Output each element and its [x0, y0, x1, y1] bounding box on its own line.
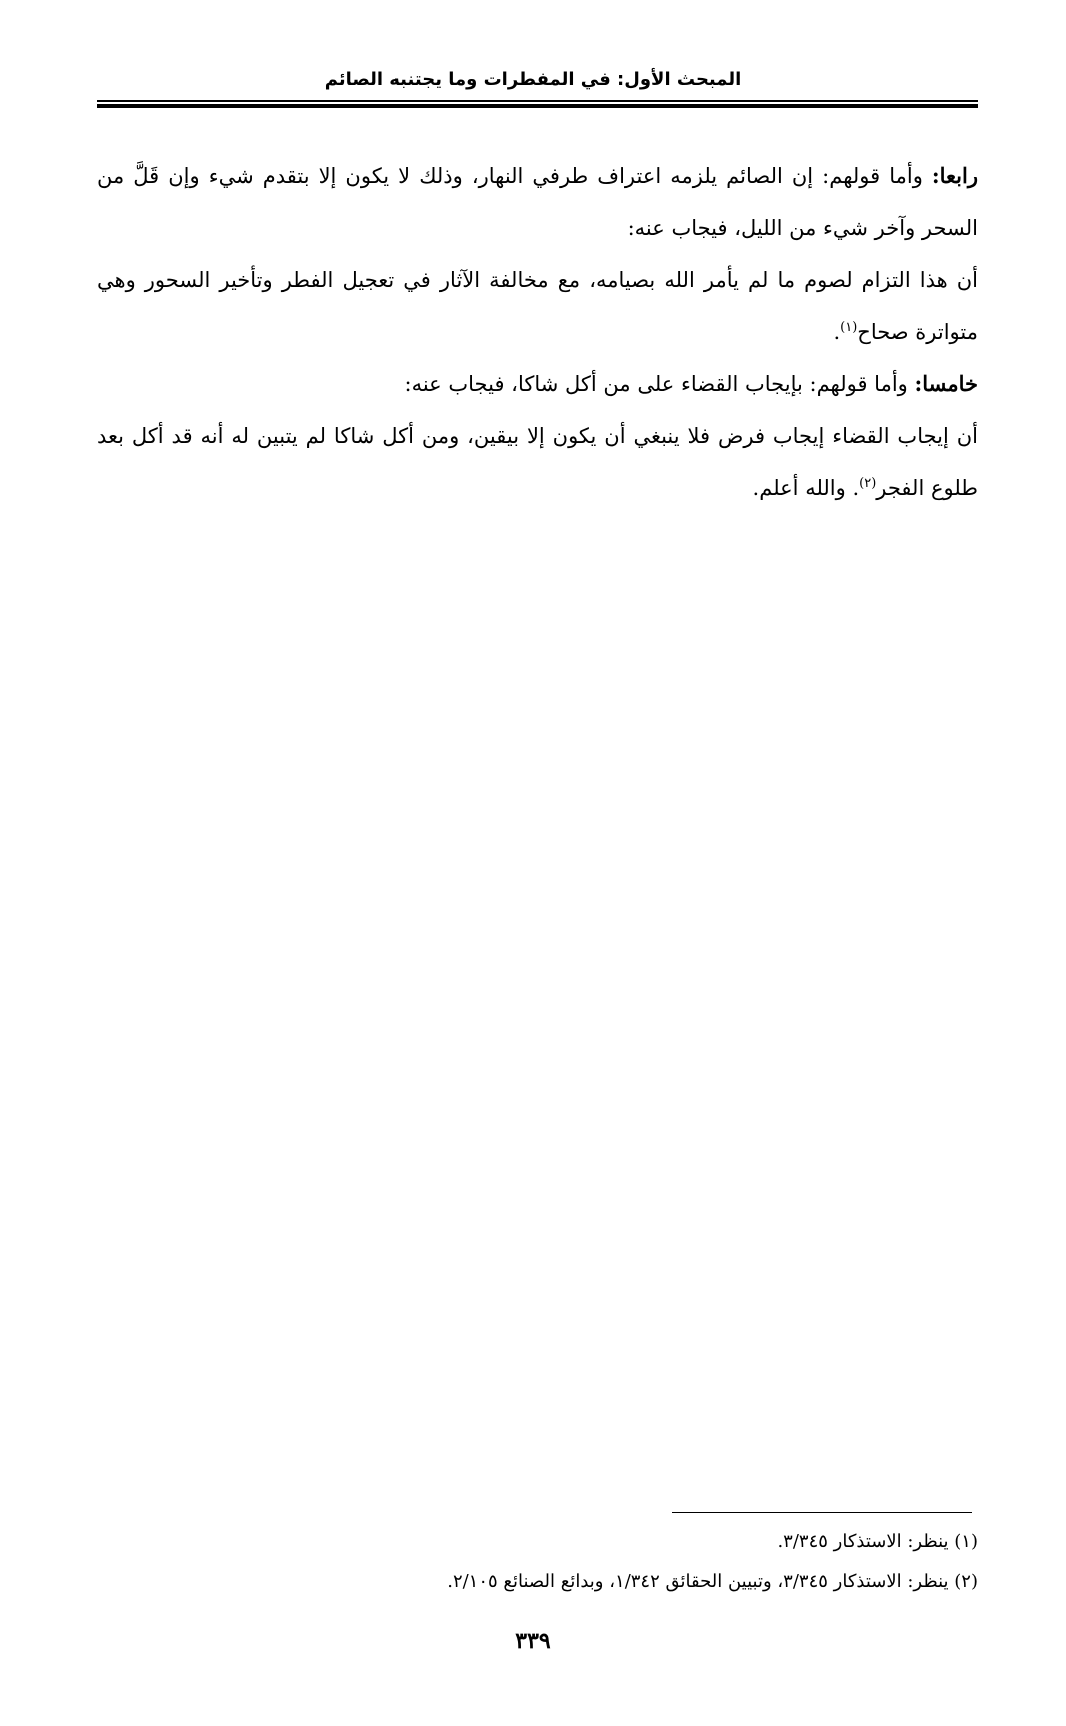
page-number: ٣٣٩	[515, 1628, 551, 1654]
footnote-separator	[672, 1512, 972, 1513]
paragraph-fourth-answer	[97, 254, 978, 358]
paragraph-text: أن إيجاب القضاء إيجاب فرض فلا ينبغي أن يكون إلا بيقين، ومن أكل شاكا لم يتبين له أنه قد أكل بعد طلوع الفجر	[97, 424, 978, 500]
paragraph-fifth-answer	[97, 410, 978, 514]
paragraph-fifth-point	[97, 358, 978, 410]
footnote-2: (٢) ينظر: الاستذكار ٣/٣٤٥، وتبيين الحقائق ١/٣٤٢، وبدائع الصنائع ٢/١٠٥.	[447, 1571, 978, 1592]
footnotes	[97, 1522, 978, 1602]
paragraph-end: .	[833, 320, 841, 344]
header-double-rule	[97, 100, 978, 108]
paragraph-end: . والله أعلم.	[752, 476, 860, 500]
paragraph-text: وأما قولهم: بإيجاب القضاء على من أكل شاكا، فيجاب عنه:	[404, 372, 915, 396]
main-text	[97, 150, 978, 514]
footnote-1: (١) ينظر: الاستذكار ٣/٣٤٥.	[777, 1531, 978, 1552]
paragraph-fourth-point	[97, 150, 978, 254]
paragraph-text: أن هذا التزام لصوم ما لم يأمر الله بصيامه، مع مخالفة الآثار في تعجيل الفطر وتأخير السحور وهي متواترة صحاح	[97, 268, 978, 344]
running-header-title: المبحث الأول: في المفطرات وما يجتنبه الصائم	[324, 69, 742, 90]
point-label-fifth: خامسا:	[914, 371, 978, 396]
point-label-fourth: رابعا:	[931, 163, 978, 188]
footnote-ref-1[interactable]: (١)	[840, 320, 858, 335]
paragraph-text: وأما قولهم: إن الصائم يلزمه اعتراف طرفي النهار، وذلك لا يكون إلا بتقدم شيء وإن قَلَّ من السحر وآخر شيء من الليل، فيجاب عنه:	[97, 164, 978, 240]
footnote-ref-2[interactable]: (٢)	[859, 476, 877, 491]
